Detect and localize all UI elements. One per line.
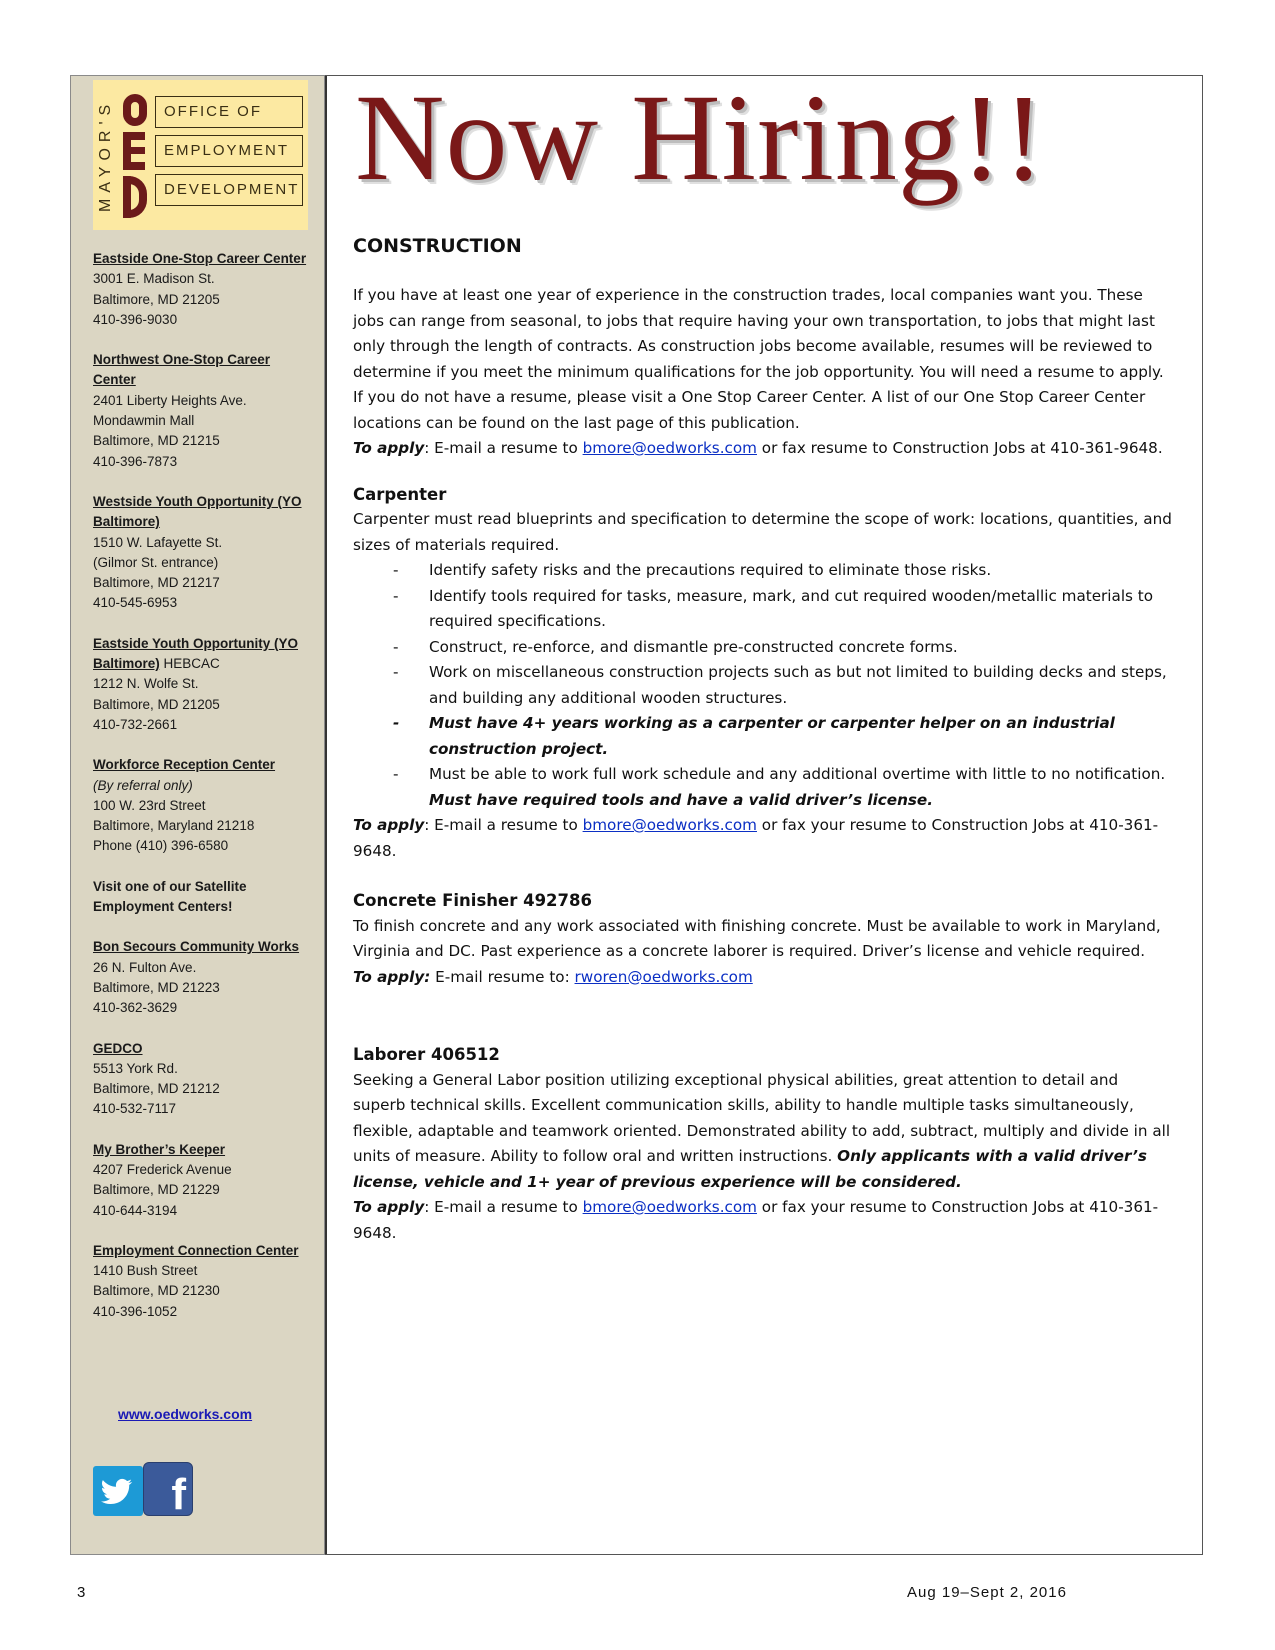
location-line: 2401 Liberty Heights Ave. xyxy=(93,392,247,408)
job-listings xyxy=(353,231,1173,1246)
location-line: 100 W. 23rd Street xyxy=(93,797,206,813)
satellite-name[interactable]: Employment Connection Center xyxy=(93,1242,299,1258)
page-number: 3 xyxy=(77,1584,86,1601)
location-name[interactable]: Workforce Reception Center xyxy=(93,757,276,773)
location-item xyxy=(93,249,313,330)
list-item-emphasis: Must have required tools and have a valid driver’s license. xyxy=(429,790,934,809)
logo-letter-e xyxy=(123,132,145,170)
satellite-heading: Visit one of our Satellite Employment Centers! xyxy=(93,878,247,915)
concrete-description: To finish concrete and any work associated with finishing concrete. Must be available to work in Maryland, Virginia and DC. Past experience as a concrete laborer is required. Driver’s license and vehicle required. xyxy=(353,916,1161,960)
location-phone: Phone (410) 396-6580 xyxy=(93,838,229,854)
carpenter-apply xyxy=(353,813,1173,864)
email-link[interactable]: bmore@oedworks.com xyxy=(582,1198,757,1216)
laborer-text: Seeking a General Labor position utilizing exceptional physical abilities, great attention to detail and superb technical skills. Excellent communication skills, ability to handle multiple tasks simultaneously, flexible, adaptable and teamwork oriented. Demonstrated ability to add, subtract, multiply and divide in all units of measure. Ability to follow oral and written instructions. xyxy=(353,1070,1171,1165)
now-hiring-title: Now Hiring!! xyxy=(355,69,1046,206)
email-link[interactable]: bmore@oedworks.com xyxy=(582,439,757,457)
satellite-line: 5513 York Rd. xyxy=(93,1060,178,1076)
apply-label: To apply: xyxy=(353,967,431,986)
satellite-item xyxy=(93,1140,313,1221)
intro-paragraph: If you have at least one year of experience in the construction trades, local companies want you. These jobs can range from seasonal, to jobs that require having your own transportation, to jobs that might last only through the length of contracts. As construction jobs become available, resumes will be reviewed to determine if you meet the minimum qualifications for the job opportunity. You will need a resume to apply. If you do not have a resume, please visit a One Stop Career Center. A list of our One Stop Career Center locations can be found on the last page of this publication. xyxy=(353,286,1164,432)
sidebar xyxy=(70,75,325,1555)
location-phone: 410-396-9030 xyxy=(93,311,178,327)
location-line: (Gilmor St. entrance) xyxy=(93,554,219,570)
location-item xyxy=(93,350,313,472)
location-name[interactable]: Eastside One-Stop Career Center xyxy=(93,251,307,266)
location-list xyxy=(93,249,313,1342)
job-title-carpenter: Carpenter xyxy=(353,484,447,504)
concrete-apply xyxy=(353,965,1173,991)
location-phone: 410-732-2661 xyxy=(93,716,178,732)
laborer-emphasis: Only applicants with a valid driver’s license, vehicle and 1+ year of previous experience will be considered. xyxy=(353,1147,1147,1191)
list-item-text: Must be able to work full work schedule and any additional overtime with little to no notification. xyxy=(429,765,1166,783)
apply-text: : E-mail a resume to xyxy=(424,1198,583,1216)
logo-letter-o xyxy=(123,94,147,126)
issue-date: Aug 19–Sept 2, 2016 xyxy=(907,1584,1067,1601)
location-line: Baltimore, Maryland 21218 xyxy=(93,818,255,834)
satellite-line: Baltimore, MD 21229 xyxy=(93,1182,220,1198)
location-line: Baltimore, MD 21205 xyxy=(93,696,220,712)
satellite-name[interactable]: My Brother’s Keeper xyxy=(93,1141,226,1157)
logo-word-employment: EMPLOYMENT xyxy=(155,135,303,167)
facebook-icon[interactable]: f xyxy=(143,1462,193,1516)
email-link[interactable]: rworen@oedworks.com xyxy=(574,967,753,986)
oed-logo xyxy=(93,80,308,230)
satellite-line: Baltimore, MD 21223 xyxy=(93,979,220,995)
logo-letter-d xyxy=(123,176,147,218)
list-item: - Identify tools required for tasks, measure, mark, and cut required wooden/metallic materials to required specifications. xyxy=(393,584,1173,635)
carpenter-requirements xyxy=(353,558,1173,813)
apply-text: or fax your resume to Construction Jobs at 410-361-9648. xyxy=(353,816,1159,860)
carpenter-description: Carpenter must read blueprints and specification to determine the scope of work: locations, quantities, and sizes of materials required. xyxy=(353,510,1172,554)
logo-word-office: OFFICE OF xyxy=(155,96,303,128)
location-line: Mondawmin Mall xyxy=(93,413,195,429)
location-line: 1510 W. Lafayette St. xyxy=(93,534,223,550)
location-item xyxy=(93,755,313,856)
location-line: 1212 N. Wolfe St. xyxy=(93,676,199,692)
logo-word-development: DEVELOPMENT xyxy=(155,174,303,206)
satellite-name[interactable]: GEDCO xyxy=(93,1040,143,1056)
intro-apply xyxy=(353,436,1173,462)
satellite-item xyxy=(93,1039,313,1120)
apply-text: : E-mail a resume to xyxy=(424,816,583,834)
job-title-concrete-finisher: Concrete Finisher 492786 xyxy=(353,891,592,910)
email-link[interactable]: bmore@oedworks.com xyxy=(582,816,757,834)
website-link[interactable]: www.oedworks.com xyxy=(118,1406,253,1422)
section-heading: CONSTRUCTION xyxy=(353,235,522,257)
satellite-name[interactable]: Bon Secours Community Works xyxy=(93,939,300,955)
satellite-phone: 410-362-3629 xyxy=(93,1000,178,1016)
location-name[interactable]: Northwest One-Stop Career Center xyxy=(93,352,271,388)
satellite-item xyxy=(93,937,313,1018)
main-panel xyxy=(325,69,1203,1555)
apply-text: E-mail resume to: xyxy=(430,967,575,986)
apply-text: or fax resume to Construction Jobs at 410-361-9648. xyxy=(756,439,1163,457)
laborer-apply xyxy=(353,1195,1173,1246)
location-phone: 410-396-7873 xyxy=(93,453,178,469)
twitter-icon[interactable] xyxy=(93,1466,143,1516)
location-line: Baltimore, MD 21215 xyxy=(93,433,220,449)
location-name[interactable]: Westside Youth Opportunity (YO Baltimore) xyxy=(93,493,302,530)
location-line: 3001 E. Madison St. xyxy=(93,271,215,287)
satellite-phone: 410-644-3194 xyxy=(93,1202,178,1218)
apply-text: : E-mail a resume to xyxy=(424,439,583,457)
satellite-phone: 410-532-7117 xyxy=(93,1101,177,1117)
list-item: - Work on miscellaneous construction projects such as but not limited to building decks and steps, and building any additional wooden structures. xyxy=(393,660,1173,711)
apply-label: To apply xyxy=(353,439,425,457)
satellite-line: 1410 Bush Street xyxy=(93,1263,198,1279)
logo-vertical-text: MAYOR'S xyxy=(97,98,114,212)
satellite-line: Baltimore, MD 21230 xyxy=(93,1283,220,1299)
satellite-item xyxy=(93,1241,313,1322)
satellite-line: Baltimore, MD 21212 xyxy=(93,1081,220,1097)
satellite-phone: 410-396-1052 xyxy=(93,1303,178,1319)
satellite-line: 4207 Frederick Avenue xyxy=(93,1161,232,1177)
location-phone: 410-545-6953 xyxy=(93,595,178,611)
location-name[interactable]: Eastside Youth Opportunity (YO Baltimore) xyxy=(93,635,299,672)
apply-text: or fax your resume to Construction Jobs at 410-361-9648. xyxy=(353,1198,1159,1242)
location-line: Baltimore, MD 21205 xyxy=(93,291,220,307)
apply-label: To apply xyxy=(353,1198,425,1216)
location-suffix: HEBCAC xyxy=(159,656,220,672)
list-item: - Construct, re-enforce, and dismantle pre-constructed concrete forms. xyxy=(393,635,1173,661)
location-line: Baltimore, MD 21217 xyxy=(93,575,220,591)
satellite-line: 26 N. Fulton Ave. xyxy=(93,959,197,975)
location-item xyxy=(93,492,313,614)
list-item: - Must have 4+ years working as a carpenter or carpenter helper on an industrial construction project. xyxy=(393,711,1173,762)
job-title-laborer: Laborer 406512 xyxy=(353,1045,500,1064)
list-item: - Identify safety risks and the precautions required to eliminate those risks. xyxy=(393,558,1173,584)
apply-label: To apply xyxy=(353,816,425,834)
location-name-row xyxy=(93,634,313,675)
location-note: (By referral only) xyxy=(93,777,193,793)
location-item xyxy=(93,634,313,735)
list-item xyxy=(393,762,1173,813)
laborer-description xyxy=(353,1068,1173,1196)
